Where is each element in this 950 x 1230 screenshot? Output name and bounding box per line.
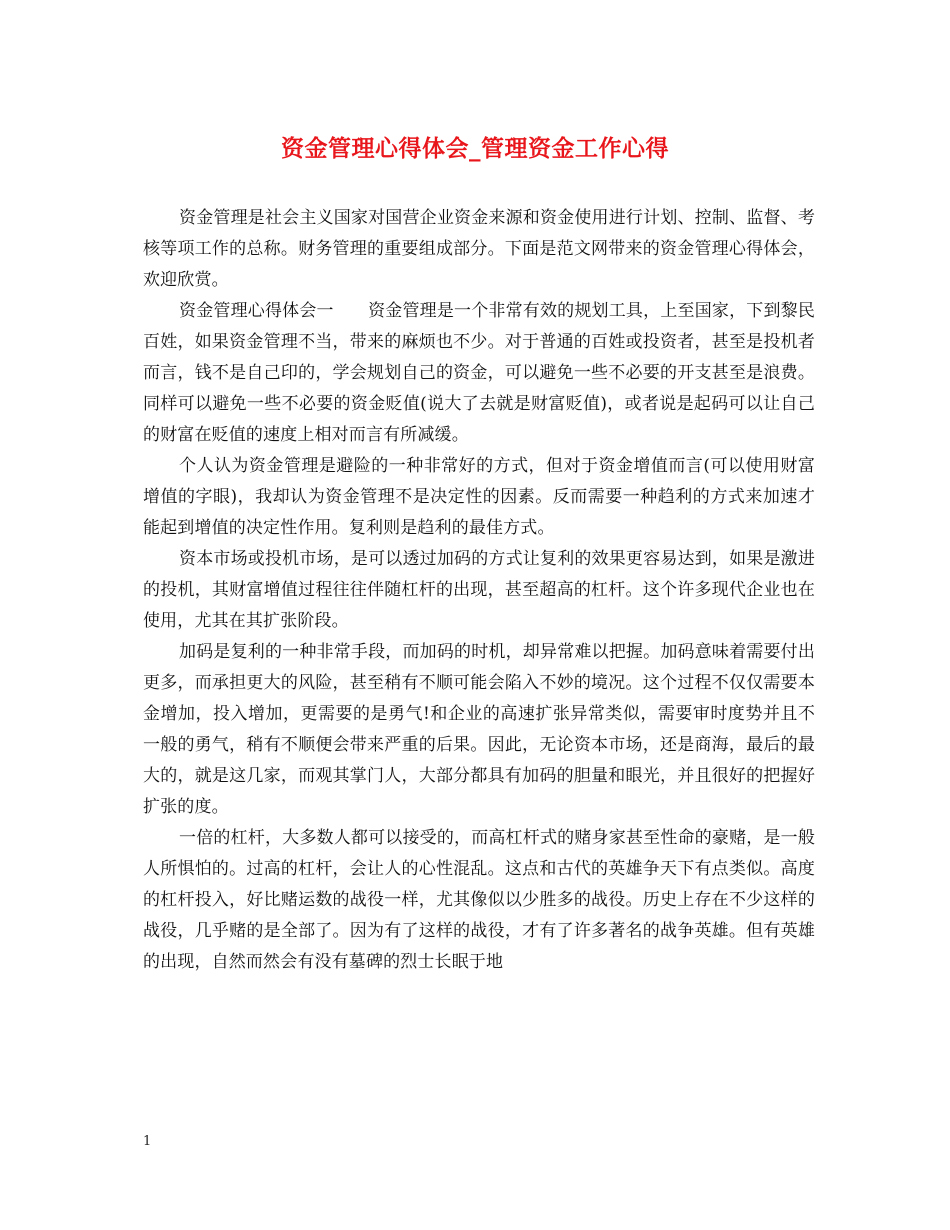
- paragraph: 加码是复利的一种非常手段，而加码的时机，却异常难以把握。加码意味着需要付出更多，而承担更大的风险，甚至稍有不顺可能会陷入不妙的境况。这个过程不仅仅需要本金增加，投入增加，更需要的是勇气!和企业的高速扩张异常类似，需要审时度势并且不一般的勇气，稍有不顺便会带来严重的后果。因此，无论资本市场，还是商海，最后的最大的，就是这几家，而观其掌门人，大部分都具有加码的胆量和眼光，并且很好的把握好扩张的度。: [143, 642, 815, 817]
- paragraph: 资金管理是社会主义国家对国营企业资金来源和资金使用进行计划、控制、监督、考核等项工作的总称。财务管理的重要组成部分。下面是范文网带来的资金管理心得体会，欢迎欣赏。: [143, 208, 815, 290]
- paragraph: 一倍的杠杆，大多数人都可以接受的，而高杠杆式的赌身家甚至性命的豪赌，是一般人所惧怕的。过高的杠杆，会让人的心性混乱。这点和古代的英雄争天下有点类似。高度的杠杆投入，好比赌运数的战役一样，尤其像似以少胜多的战役。历史上存在不少这样的战役，几乎赌的是全部了。因为有了这样的战役，才有了许多著名的战争英雄。但有英雄的出现，自然而然会有没有墓碑的烈士长眠于地: [143, 828, 815, 972]
- page-number: 1: [143, 1134, 152, 1149]
- document-body: [143, 203, 815, 978]
- paragraph: 资本市场或投机市场，是可以透过加码的方式让复利的效果更容易达到，如果是激进的投机，其财富增值过程往往伴随杠杆的出现，甚至超高的杠杆。这个许多现代企业也在使用，尤其在其扩张阶段。: [143, 549, 815, 631]
- document-title: 资金管理心得体会_管理资金工作心得: [281, 135, 669, 162]
- paragraph: 个人认为资金管理是避险的一种非常好的方式，但对于资金增值而言(可以使用财富增值的字眼)，我却认为资金管理不是决定性的因素。反而需要一种趋利的方式来加速才能起到增值的决定性作用。复利则是趋利的最佳方式。: [143, 456, 815, 538]
- paragraph: 资金管理心得体会一 资金管理是一个非常有效的规划工具，上至国家，下到黎民百姓，如果资金管理不当，带来的麻烦也不少。对于普通的百姓或投资者，甚至是投机者而言，钱不是自己印的，学会规划自己的资金，可以避免一些不必要的开支甚至是浪费。同样可以避免一些不必要的资金贬值(说大了去就是财富贬值)，或者说是起码可以让自己的财富在贬值的速度上相对而言有所减缓。: [143, 301, 815, 445]
